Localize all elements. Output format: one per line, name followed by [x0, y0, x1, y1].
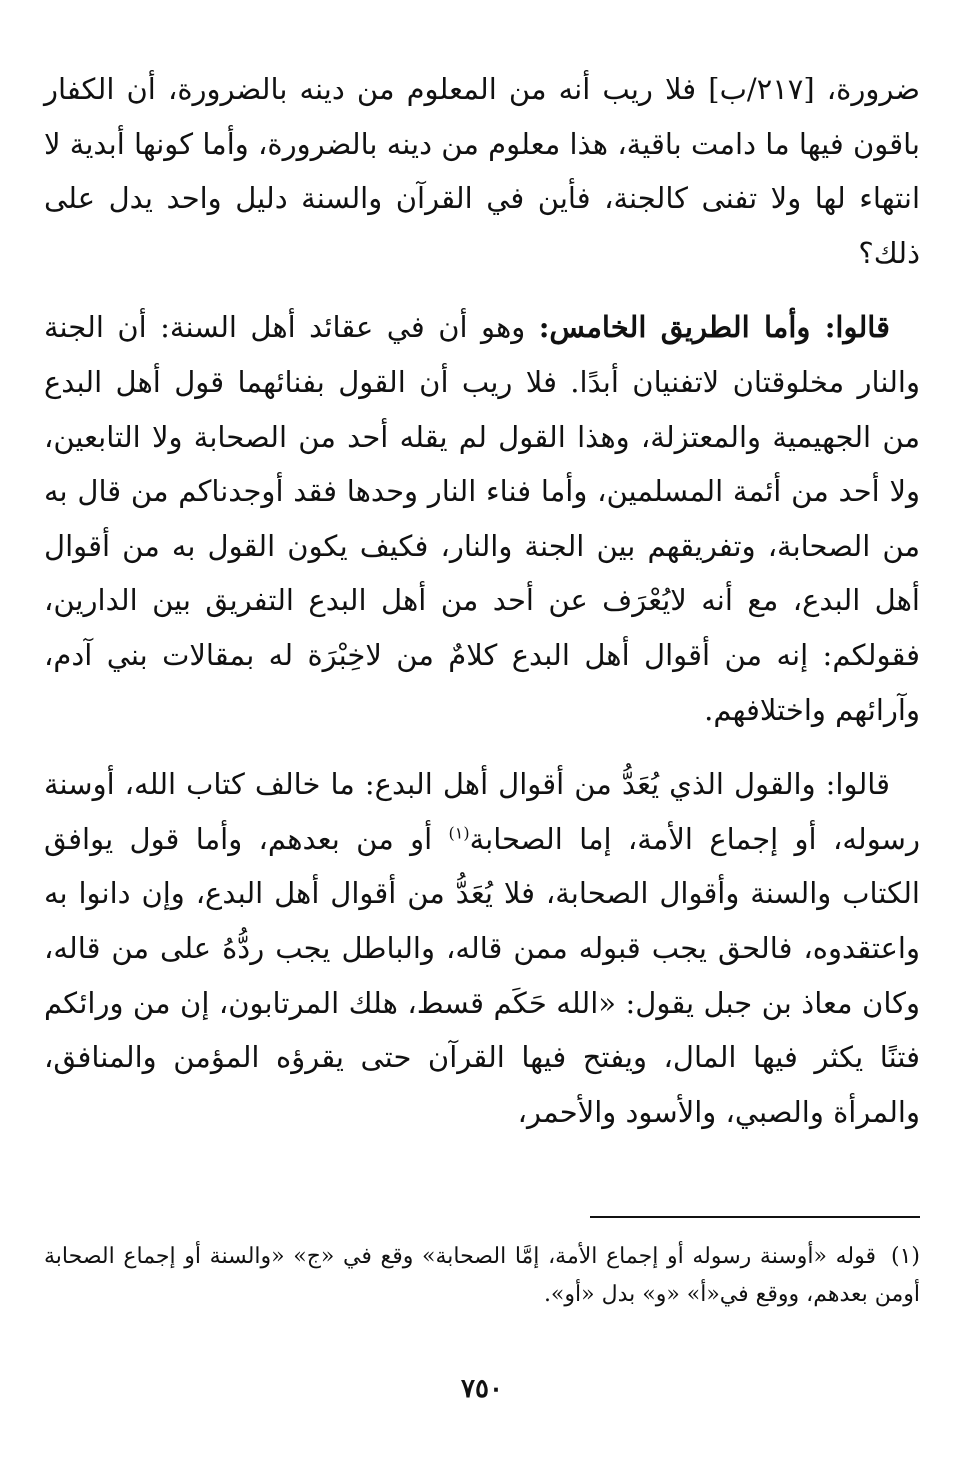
paragraph-3-text-before-note: قالوا: والقول الذي يُعَدُّ من أقوال أهل البدع: ما خالف كتاب الله، أوسنة رسوله، أو إجماع الأمة، إما الصحابة [44, 767, 920, 856]
footnote-1-number: (١) [890, 1244, 920, 1269]
paragraph-3-text-after-note: أو من بعدهم، وأما قول يوافق الكتاب والسنة وأقوال الصحابة، فلا يُعَدُّ من أقوال أهل البدع، وإن دانوا به واعتقدوه، فالحق يجب قبوله ممن قاله، والباطل يجب ردُّهُ على من قاله، وكان معاذ بن جبل يقول: «الله حَكَم قسط، هلك المرتابون، إن من ورائكم فتنًا يكثر فيها المال، ويفتح فيها القرآن حتى يقرؤه المؤمن والمنافق، والمرأة والصبي، والأسود والأحمر، [44, 821, 920, 1129]
paragraph-3 [44, 757, 920, 1139]
page-number: ٧٥٠ [461, 1374, 503, 1404]
paragraph-1-text: ضرورة، [٢١٧/ب] فلا ريب أنه من المعلوم من دينه بالضرورة، أن الكفار باقون فيها ما دامت باقية، هذا معلوم من دينه بالضرورة، وأما كونها أبدية لا انتهاء لها ولا تفنى كالجنة، فأين في القرآن والسنة دليل واحد يدل على ذلك؟ [44, 72, 920, 270]
paragraph-1 [44, 62, 920, 280]
paragraph-2-text: وهو أن في عقائد أهل السنة: أن الجنة والنار مخلوقتان لاتفنيان أبدًا. فلا ريب أن القول بفنائهما قول أهل البدع من الجهيمية والمعتزلة، وهذا القول لم يقله أحد من الصحابة ولا التابعين، ولا أحد من أئمة المسلمين، وأما فناء النار وحدها فقد أوجدناكم من قال به من الصحابة، وتفريقهم بين الجنة والنار، فكيف يكون القول به من أقوال أهل البدع، مع أنه لايُعْرَف عن أحد من أهل البدع التفريق بين الدارين، فقولكم: إنه من أقوال أهل البدع كلامٌ من لاخِبْرَة له بمقالات بني آدم، وآرائهم واختلافهم. [44, 310, 920, 727]
main-text [44, 62, 920, 1139]
footnote-divider [590, 1216, 920, 1218]
paragraph-2 [44, 300, 920, 737]
paragraph-2-heading: قالوا: وأما الطريق الخامس: [538, 310, 890, 345]
footnote-1 [44, 1238, 920, 1314]
footnote-marker: (١) [448, 823, 470, 843]
footnotes [44, 1238, 920, 1314]
footnote-1-text: قوله «أوسنة رسوله أو إجماع الأمة، إمَّا الصحابة» وقع في «ج» «والسنة أو إجماع الصحابة أومن بعدهم، ووقع في«أ» «و» بدل «أو». [44, 1244, 920, 1307]
